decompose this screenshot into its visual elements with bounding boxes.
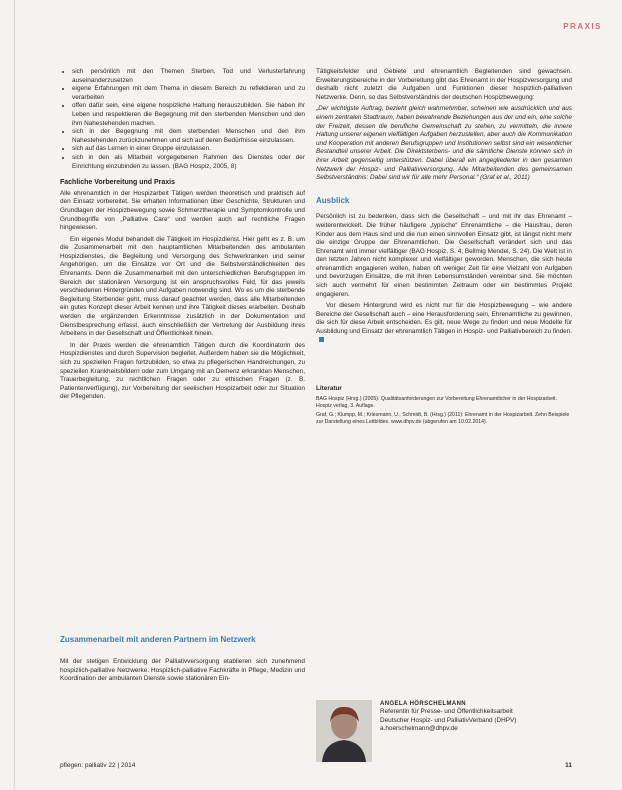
right-column	[316, 68, 572, 428]
bullet-item: • offen dafür sein, eine eigene hospizliche Haltung herauszubilden. Sie haben ihr Leben und respektieren die Begegnung mit den sterbenden Menschen und den ihm Nahestehenden machen.	[72, 102, 305, 128]
heading-network: Zusammenarbeit mit anderen Partnern im Netzwerk	[60, 635, 256, 644]
paragraph: Ein eigenes Modul behandelt die Tätigkeit im Hospizdienst. Hier geht es z. B. um die Zusammenarbeit mit den hauptamtlichen Mitarbeitenden des ambulanten Hospizdienstes, die Begleitung und Versorgung des Schwerkranken und seiner Angehörigen, um die Einsätze vor Ort und die Selbstverständlichkeiten des Ehrenamts. Denn die Zusammenarbeit mit den unterschiedlichen Berufsgruppen im Bereich der stationären Versorgung ist ein anspruchsvolles Feld, für das jeweils verschiedenen Hintergründen und Aufgaben notwendig sind. Wo es um die sterbende Begleitung Sterbender geht, muss darauf geachtet werden, dass alle Mitarbeitenden ein gutes Konzept dieser Arbeit kennen und ihre Tätigkeit dieses erarbeiten. Deshalb werden die ergänzenden Erkenntnisse zusätzlich in der Dokumentation und Dienstbesprechung erfasst, auch einschließlich der Vertretung der Ausbildung ihres Arbeitens in der Gesellschaft und Öffentlichkeit hinein.	[60, 235, 305, 338]
author-organization: Deutscher Hospiz- und PalliativVerband (DHPV)	[380, 716, 517, 724]
literature-title: Literatur	[316, 385, 342, 393]
heading-preparation: Fachliche Vorbereitung und Praxis	[60, 179, 176, 187]
author-photo	[316, 700, 372, 762]
end-mark-icon	[319, 337, 324, 342]
paragraph: Mit der stetigen Entwicklung der Palliativversorgung etablieren sich zunehmend hospizlich-palliative Netzwerke. Hospizlich-palliative Fachkräfte in Pflege, Medizin und Koordination der ambulanten Dienste sowie stationären Ein-	[60, 658, 305, 683]
paragraph: Tätigkeitsfelder und Gebiete und ehrenamtlich Begleitenden sind gewachsen. Erweiterungsbereiche in der Vorbereitung gibt das Ehrenamt in der Hospizversorgung und deshalb nicht zuletzt die Aufgaben und Funktionen dieser hospizlich-palliativen Netzwerke. Denn, so das Selbstverständnis der deutschen Hospizbewegung:	[316, 68, 572, 101]
paragraph	[316, 302, 572, 345]
bullet-item: • sich auf das Lernen in einer Gruppe einzulassen.	[72, 145, 305, 154]
journal-name: pflegen: palliativ 22 | 2014	[60, 762, 136, 769]
bullet-item: • eigene Erfahrungen mit dem Thema in diesem Bereich zu reflektieren und zu verarbeiten	[72, 85, 305, 102]
author-email[interactable]: a.hoerschelmann@dhpv.de	[380, 725, 458, 733]
literature-item: BAG Hospiz (Hrsg.) (2005): Qualitätsanforderungen zur Vorbereitung Ehrenamtlicher in der Hospizarbeit. Hospiz verlag, 3. Auflage.	[316, 395, 558, 409]
author-portrait-icon	[316, 700, 372, 762]
author-role: Referentin für Presse- und Öffentlichkeitsarbeit	[380, 708, 513, 716]
page-number: 11	[565, 762, 572, 769]
paragraph: Persönlich ist zu bedenken, dass sich die Gesellschaft – und mit ihr das Ehrenamt – weiterentwickelt. Die früher häufigere „typische“ Ehrenamtliche – die Hausfrau, deren Kinder aus dem Haus sind und die nun einen sinnvollen Einsatz gibt, ist längst nicht mehr die einzige Gruppe der Ehrenamtlichen. Die Gesellschaft verändert sich und das Ehrenamt wird immer vielfältiger (BAG Hospiz, S. 4; Bellmig Mendel, S. 24). Die Welt ist in den letzten Jahren nicht komplexer und vielfältiger geworden. Menschen, die sich heute ehrenamtlich engagieren wollen, haben oft weniger Zeit für eine Vielzahl von Aufgaben und bevorzugen Einsätze, die mit Ihren Lebensumständen vereinbar sind. Sie möchten sich auch vermehrt für einen bestimmten Zeitraum oder ein bestimmtes Projekt engagieren.	[316, 213, 572, 298]
paragraph: In der Praxis werden die ehrenamtlich Tätigen durch die Koordinatorin des Hospizdienstes und durch Supervision begleitet. Außerdem haben sie die Möglichkeit, sich zu speziellen Fragen fortzubilden, so etwa zu pflegerischen Handreichungen, zu speziellen Krankheitsbildern oder zum Umgang mit an Demenz erkrankten Menschen, Trauerbegleitung, zu rechtlichen Fragen oder zu ethischen Fragen (z. B. Patientenverfügung), zur Vorbereitung der seelischen Hospizarbeit oder zur Situation der Pflegenden.	[60, 341, 305, 401]
bullet-item: • sich in der Begegnung mit dem sterbenden Menschen und den ihm Nahestehenden zurückzunehmen und sich auf deren Bedürfnisse einzulassen.	[72, 128, 305, 145]
heading-outlook: Ausblick	[316, 195, 350, 205]
left-column	[60, 68, 305, 405]
section-tag: PRAXIS	[563, 22, 602, 31]
page-edge-shadow	[14, 0, 15, 790]
quote-paragraph: „Der wichtigste Auftrag, bezieht gleich wahrnehmbar, scheinen wie ausdrücklich und aus einem zentralen Stadtraum, haben bewahrende Beziehungen aus der und ein, eine solche der Freizeit, dessen die berufliche Gemeinschaft zu stehen, zu vermitteln, die innere Haltung unserer eigenen vielfältigen Aufgaben herzustellen, aber auch die Kommunikation und Kooperation mit anderen Berufsgruppen und Institutionen selbst sind ein wesentlicher Bestandteil unserer Arbeit. Die Direktsterbens- und die sämtliche Dienste können sich in ihrer Arbeit gegenseitig unterstützen. Dabei überall ein angegliederter in den gesamten Netzwerk der Hospiz- und Palliativversorgung. Alle Mitarbeitenden des gemeinsamen Selbstverständnis: Dabei sind wir für alle mehr Personal.“ (Graf et al., 2011)	[316, 105, 572, 182]
bullet-item: • sich persönlich mit den Themen Sterben, Tod und Verlusterfahrung auseinanderzusetzen	[72, 68, 305, 85]
literature-item: Graf, G.; Klumpp, M.; Kriesmann, U.; Schmidt, B. (Hrsg.) (2011): Ehrenamt in der Hospizarbeit. Zehn Beispiele zur Darstellung eines Leitbildes. www.dhpv.de (abgerufen am 10.02.2014).	[316, 411, 570, 425]
bullet-list	[60, 68, 305, 171]
author-info	[380, 700, 580, 734]
author-name: ANGELA HÖRSCHELMANN	[380, 701, 467, 707]
paragraph: Alle ehrenamtlich in der Hospizarbeit Tätigen werden theoretisch und praktisch auf den Einsatz vorbereitet. Sie erhalten Informationen über Geschichte, Strukturen und Grundlagen der Hospizbewegung sowie Schmerztherapie und Symptomkontrolle und Grundbegriffe von „Palliative Care“ und werden auch auf rechtliche Fragen hingewiesen.	[60, 189, 305, 232]
paragraph-text: Vor diesem Hintergrund wird es nicht nur für die Hospizbewegung – wie andere Bereiche der Gesellschaft auch – eine Herausforderung sein, Ehrenamtliche zu gewinnen, die sich für diese Arbeit entscheiden. Es gilt, neue Wege zu finden und neue Modelle für Ausbildung und Einsatz der ehrenamtlich Tätigen in Hospiz- und Palliativbereich zu finden.	[316, 302, 573, 336]
bullet-item: • sich in den als Mitarbeit vorgegebenen Rahmen des Dienstes oder der Einrichtung einzubinden zu lassen. (BAG Hospiz, 2005, 8)	[72, 154, 305, 171]
bottom-section	[60, 635, 305, 684]
